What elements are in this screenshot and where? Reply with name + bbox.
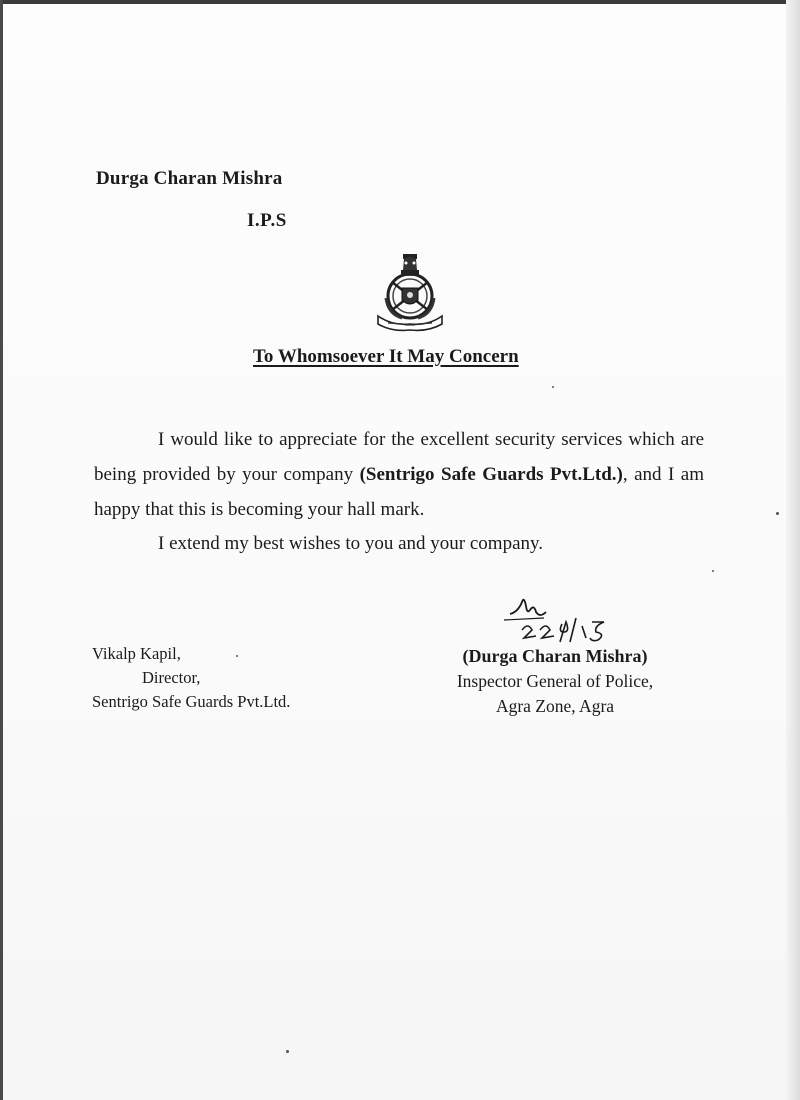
body-text-part-2: , and I am happy that this is becoming your hall mark.	[94, 464, 704, 520]
scan-edge-right	[786, 0, 800, 1100]
signatory-designation: Inspector General of Police,	[456, 671, 654, 691]
signatory-name: (Durga Charan Mishra)	[462, 646, 648, 666]
body-text-part-1: I would like to appreciate for the excellent security services which are being provided by your company	[94, 429, 704, 485]
scan-speck	[286, 1050, 289, 1053]
recipient-block	[92, 642, 290, 714]
letter-closing-line: I extend my best wishes to you and your company.	[158, 533, 544, 554]
scan-speck	[776, 512, 779, 515]
sender-service: I.P.S	[247, 210, 287, 231]
police-emblem-icon	[372, 252, 448, 332]
scan-speck	[552, 386, 554, 388]
signatory-location: Agra Zone, Agra	[495, 696, 615, 716]
body-company-name: (Sentrigo Safe Guards Pvt.Ltd.)	[359, 464, 623, 485]
scan-speck	[236, 655, 238, 657]
sender-name: Durga Charan Mishra	[96, 168, 283, 189]
recipient-name: Vikalp Kapil,	[92, 644, 181, 663]
handwritten-signature	[500, 592, 630, 648]
scan-edge-left	[0, 0, 3, 1100]
letter-heading: To Whomsoever It May Concern	[253, 346, 519, 367]
letter-body-paragraph	[94, 422, 704, 527]
signatory-block	[430, 644, 680, 719]
recipient-title: Director,	[142, 668, 201, 687]
recipient-company: Sentrigo Safe Guards Pvt.Ltd.	[92, 692, 291, 711]
scan-edge-top	[0, 0, 800, 4]
scan-speck	[712, 570, 714, 572]
